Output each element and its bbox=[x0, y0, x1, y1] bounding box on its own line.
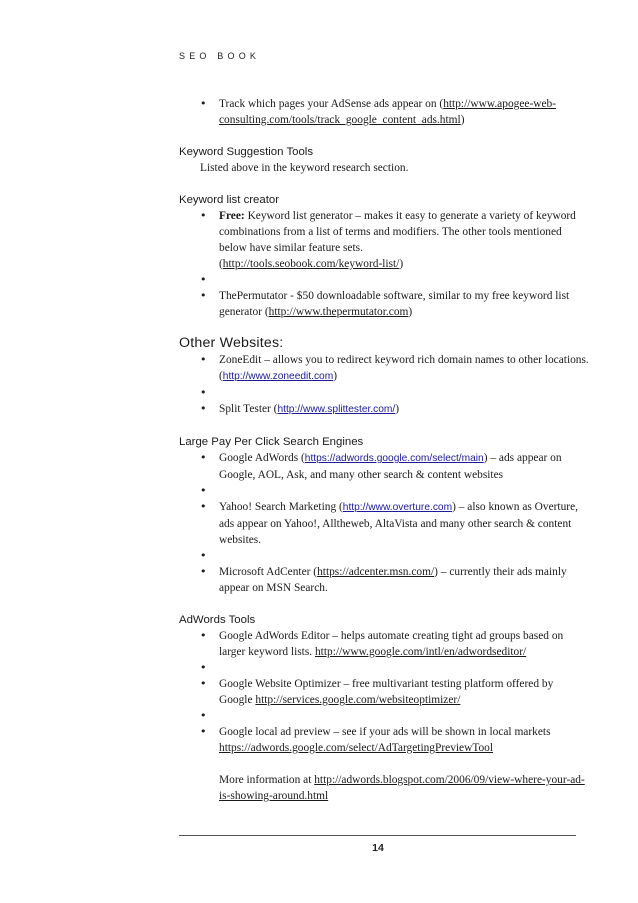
item-suffix: ) – also known as Overture, ads appear on Yahoo!, Alltheweb, AltaVista and many other search & content websites. bbox=[219, 501, 578, 546]
list-item bbox=[179, 676, 589, 708]
overture-link[interactable]: http://www.overture.com bbox=[342, 502, 453, 513]
item-suffix: ) – ads appear on Google, AOL, Ask, and many other search & content websites bbox=[219, 452, 562, 481]
list-item bbox=[179, 352, 589, 385]
adwords-editor-link[interactable]: http://www.google.com/intl/en/adwordseditor/ bbox=[314, 646, 527, 658]
item-text: Keyword list generator – makes it easy to generate a variety of keyword combinations from a list of terms and modifiers. The other tools mentioned below have similar feature sets. bbox=[219, 210, 576, 254]
free-label: Free: bbox=[219, 210, 245, 222]
footer-divider bbox=[179, 835, 576, 836]
item-suffix: ) bbox=[408, 306, 413, 318]
keyword-list-heading: Keyword list creator bbox=[179, 194, 280, 206]
spacer bbox=[179, 708, 589, 724]
more-information bbox=[179, 772, 589, 804]
item-text: Microsoft AdCenter ( bbox=[219, 566, 318, 578]
adwords-tools-items bbox=[179, 628, 589, 756]
adcenter-link[interactable]: https://adcenter.msn.com/ bbox=[317, 566, 435, 578]
list-item bbox=[179, 96, 589, 128]
ppc-items bbox=[179, 450, 589, 596]
keyword-list-items bbox=[179, 208, 589, 320]
item-text: Google Website Optimizer – free multivariant testing platform offered by Google bbox=[219, 678, 554, 706]
thepermutator-link[interactable]: http://www.thepermutator.com bbox=[268, 306, 409, 318]
adwords-tools-heading: AdWords Tools bbox=[179, 614, 256, 626]
item-prefix: ( bbox=[219, 258, 223, 270]
item-suffix: ) bbox=[460, 114, 465, 126]
page-content bbox=[179, 96, 589, 804]
item-text: Google local ad preview – see if your ads will be shown in local markets bbox=[219, 726, 551, 738]
spacer bbox=[179, 548, 589, 564]
splittester-link[interactable]: http://www.splittester.com/ bbox=[277, 404, 396, 415]
item-suffix: ) bbox=[333, 370, 338, 382]
list-item bbox=[179, 288, 589, 320]
spacer bbox=[179, 272, 589, 288]
spacer bbox=[179, 660, 589, 676]
adwords-blog-link[interactable]: http://adwords.blogspot.com/2006/09/view-where-your-ad-is-showing-around.html bbox=[219, 774, 585, 802]
page-number: 14 bbox=[372, 842, 384, 854]
item-suffix: ) bbox=[395, 403, 400, 415]
ppc-heading: Large Pay Per Click Search Engines bbox=[179, 436, 364, 448]
item-text: ZoneEdit – allows you to redirect keyword rich domain names to other locations. bbox=[219, 354, 589, 366]
seobook-keyword-list-link[interactable]: http://tools.seobook.com/keyword-list/ bbox=[222, 258, 400, 270]
spacer bbox=[179, 483, 589, 499]
list-item bbox=[179, 564, 589, 596]
list-item bbox=[179, 628, 589, 660]
keyword-suggestion-heading: Keyword Suggestion Tools bbox=[179, 146, 314, 158]
google-adwords-link[interactable]: https://adwords.google.com/select/main bbox=[304, 453, 484, 464]
item-text: ThePermutator - $50 downloadable software, similar to my free keyword list generator ( bbox=[219, 290, 570, 318]
item-text: Track which pages your AdSense ads appear on ( bbox=[219, 98, 444, 110]
item-suffix: ) bbox=[399, 258, 404, 270]
list-item bbox=[179, 724, 589, 756]
bullet-list-adsense bbox=[179, 96, 589, 128]
ad-preview-tool-link[interactable]: https://adwords.google.com/select/AdTargetingPreviewTool bbox=[219, 742, 494, 754]
item-prefix: ( bbox=[219, 370, 223, 382]
keyword-suggestion-text: Listed above in the keyword research section. bbox=[200, 162, 409, 174]
item-text: Google AdWords ( bbox=[219, 452, 305, 464]
list-item bbox=[179, 208, 589, 272]
other-websites-heading: Other Websites: bbox=[179, 335, 284, 351]
running-header: SEO BOOK bbox=[179, 51, 261, 61]
list-item bbox=[179, 401, 589, 418]
item-text: Split Tester ( bbox=[219, 403, 278, 415]
list-item bbox=[179, 450, 589, 483]
more-text: More information at bbox=[219, 774, 315, 786]
item-text: Google AdWords Editor – helps automate creating tight ad groups based on larger keyword lists. bbox=[219, 630, 564, 658]
item-text: Yahoo! Search Marketing ( bbox=[219, 501, 343, 513]
website-optimizer-link[interactable]: http://services.google.com/websiteoptimizer/ bbox=[255, 694, 461, 706]
zoneedit-link[interactable]: http://www.zoneedit.com bbox=[222, 371, 334, 382]
item-suffix: ) – currently their ads mainly appear on MSN Search. bbox=[219, 566, 567, 594]
apogee-link[interactable]: http://www.apogee-web-consulting.com/tools/track_google_content_ads.html bbox=[219, 98, 557, 126]
other-websites-items bbox=[179, 352, 589, 418]
list-item bbox=[179, 499, 589, 548]
spacer bbox=[179, 385, 589, 401]
